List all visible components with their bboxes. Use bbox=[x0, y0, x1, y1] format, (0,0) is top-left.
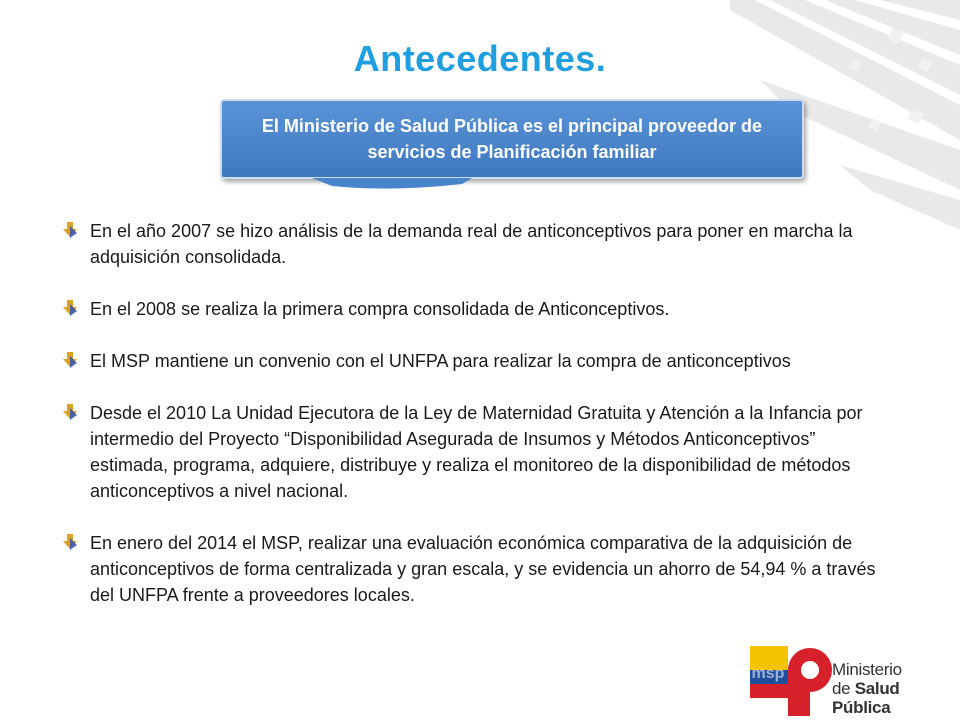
ministerio-logo bbox=[748, 640, 960, 720]
callout-text: El Ministerio de Salud Pública es el principal proveedor de servicios de Planificación familiar bbox=[261, 116, 763, 162]
msp-logo-mark-text: msp bbox=[751, 665, 785, 682]
logo-wordmark bbox=[832, 660, 960, 717]
arrow-bullet-icon bbox=[62, 352, 78, 368]
callout-tail bbox=[312, 178, 472, 192]
arrow-bullet-icon bbox=[62, 222, 78, 238]
logo-line-1: Ministerio bbox=[832, 660, 902, 679]
logo-line-2-prefix: de bbox=[832, 679, 855, 698]
arrow-bullet-icon bbox=[62, 300, 78, 316]
bullet-item-5 bbox=[62, 530, 892, 608]
arrow-bullet-icon bbox=[62, 404, 78, 420]
bullet-text-3: El MSP mantiene un convenio con el UNFPA para realizar la compra de anticonceptivos bbox=[90, 351, 791, 371]
logo-line-2-bold: Salud Pública bbox=[832, 679, 900, 717]
arrow-bullet-icon bbox=[62, 534, 78, 550]
bullet-item-1 bbox=[62, 218, 892, 270]
bullet-text-2: En el 2008 se realiza la primera compra consolidada de Anticonceptivos. bbox=[90, 299, 670, 319]
bullet-item-3 bbox=[62, 348, 892, 374]
bullet-text-4: Desde el 2010 La Unidad Ejecutora de la Ley de Maternidad Gratuita y Atención a la Infancia por intermedio del Proyecto “Disponibilidad Asegurada de Insumos y Métodos Anticonceptivos” estimada, programa, adquiere, distribuye y realiza el monitoreo de la disponibilidad de métodos anticonceptivos a nivel nacional. bbox=[90, 403, 863, 501]
logo-line-2 bbox=[832, 679, 960, 717]
bullet-list bbox=[62, 218, 892, 634]
bullet-text-1: En el año 2007 se hizo análisis de la demanda real de anticonceptivos para poner en marcha la adquisición consolidada. bbox=[90, 221, 853, 267]
msp-logo-mark bbox=[748, 640, 832, 720]
callout-box bbox=[220, 99, 804, 179]
slide-title: Antecedentes. bbox=[353, 38, 607, 79]
bullet-text-5: En enero del 2014 el MSP, realizar una evaluación económica comparativa de la adquisición de anticonceptivos de forma centralizada y gran escala, y se evidencia un ahorro de 54,94 % a través del UNFPA frente a proveedores locales. bbox=[90, 533, 876, 605]
bullet-item-4 bbox=[62, 400, 892, 504]
bullet-item-2 bbox=[62, 296, 892, 322]
